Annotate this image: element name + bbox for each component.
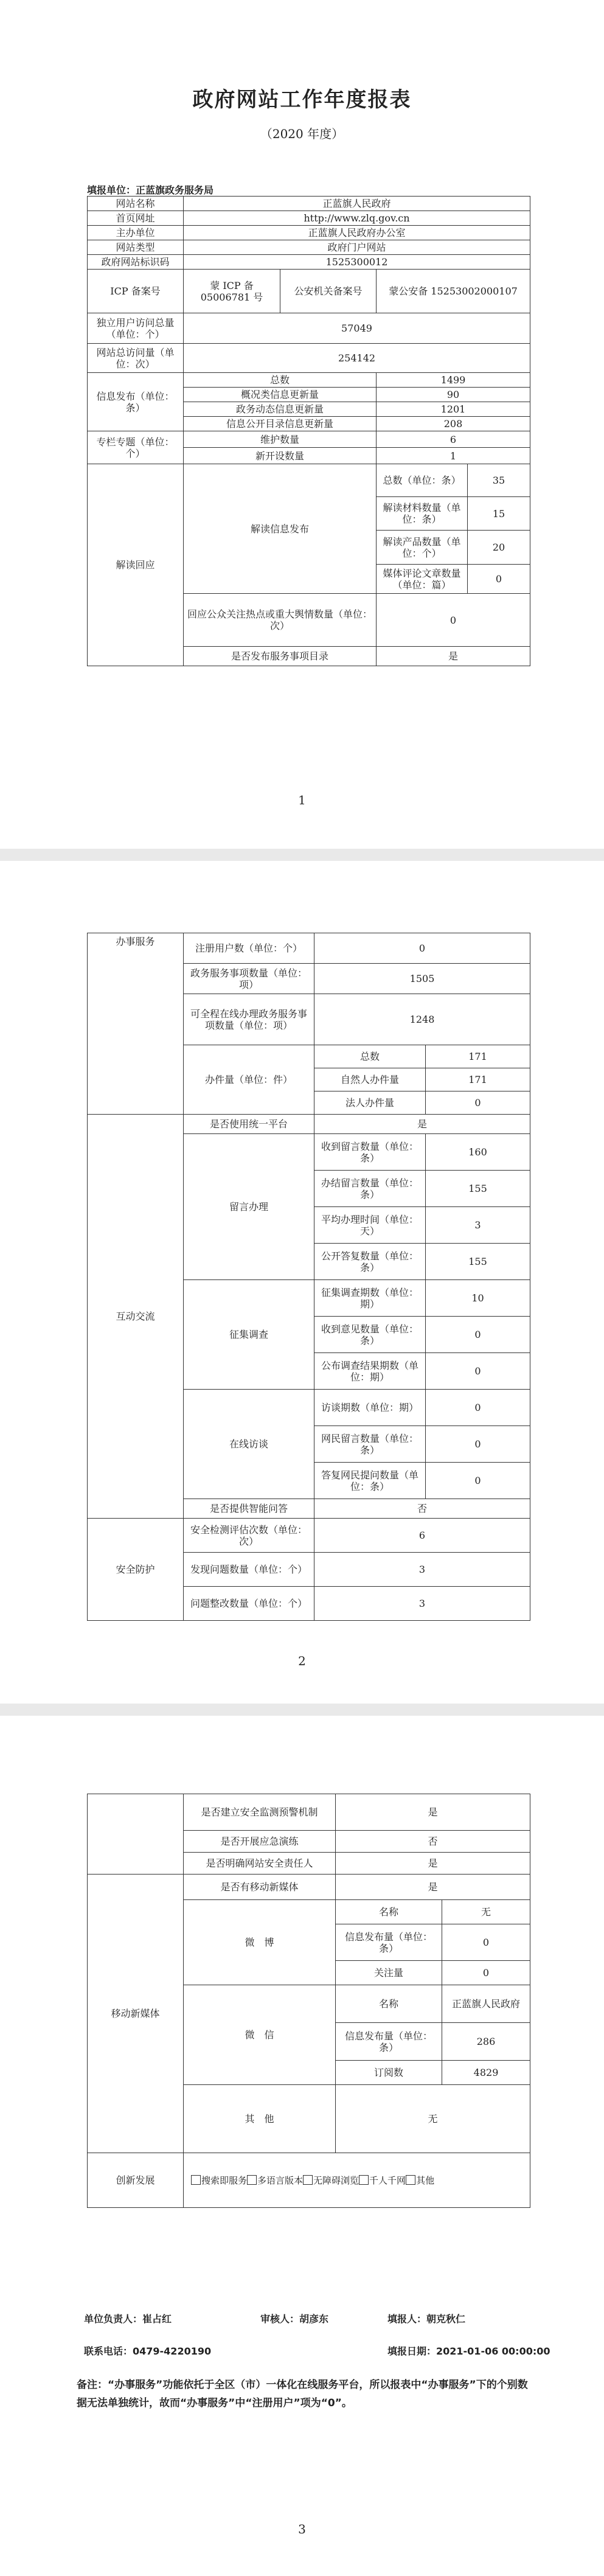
service-full-value: 1248: [314, 994, 530, 1045]
security-label: 安全防护: [88, 1519, 184, 1621]
handle-total-value: 171: [426, 1045, 530, 1068]
survey-results-value: 0: [426, 1353, 530, 1390]
homepage-value: http://www.zlq.gov.cn: [184, 211, 530, 226]
handle-legal-label: 法人办件量: [314, 1091, 426, 1115]
info-catalog-value: 208: [377, 417, 530, 431]
page-number-3: 3: [298, 2522, 306, 2536]
column-new-label: 新开设数量: [184, 448, 377, 464]
checkbox-icon[interactable]: [247, 2175, 257, 2185]
column-maintain-value: 6: [377, 431, 530, 448]
interpret-response-label: 回应公众关注热点或重大舆情数量（单位：次）: [184, 594, 377, 647]
interpret-response-value: 0: [377, 594, 530, 647]
site-name-label: 网站名称: [88, 197, 184, 211]
option-personalized[interactable]: 千人千网: [359, 2175, 406, 2186]
drill-label: 是否开展应急演练: [184, 1831, 336, 1853]
handle-legal-value: 0: [426, 1091, 530, 1115]
weibo-follow-value: 0: [442, 1961, 530, 1985]
survey-periods-value: 10: [426, 1280, 530, 1317]
checkbox-icon[interactable]: [303, 2175, 313, 2185]
homepage-label: 首页网址: [88, 211, 184, 226]
column-maintain-label: 维护数量: [184, 431, 377, 448]
contact-phone: 联系电话：0479-4220190: [84, 2345, 212, 2357]
smart-qa-value: 否: [314, 1499, 530, 1519]
interpret-total-label: 总数（单位：条）: [377, 464, 468, 497]
visits-label: 网站总访问量（单位：次）: [88, 344, 184, 373]
interpret-publish-label: 解读信息发布: [184, 464, 377, 594]
info-label: 信息发布（单位：条）: [88, 373, 184, 431]
mobile-has-value: 是: [336, 1875, 530, 1900]
weibo-posts-label: 信息发布量（单位：条）: [336, 1924, 442, 1961]
smart-qa-label: 是否提供智能问答: [184, 1499, 314, 1519]
report-table-part3: [87, 1794, 530, 2208]
mail-avg-label: 平均办理时间（单位：天）: [314, 1207, 426, 1244]
security-issues-label: 发现问题数量（单位：个）: [184, 1553, 314, 1587]
site-code-label: 政府网站标识码: [88, 255, 184, 270]
service-full-label: 可全程在线办理政务服务事项数量（单位：项）: [184, 994, 314, 1045]
mobile-label: 移动新媒体: [88, 1875, 184, 2153]
page-number-1: 1: [298, 793, 306, 807]
netizen-value: 0: [426, 1426, 530, 1463]
security-fixed-value: 3: [314, 1587, 530, 1621]
option-other[interactable]: 其他: [406, 2175, 434, 2186]
icp-value: 蒙 ICP 备 05006781 号: [184, 270, 280, 313]
report-table-part2: [87, 933, 530, 1621]
reviewer: 审核人：胡彦东: [260, 2313, 329, 2325]
column-new-value: 1: [377, 448, 530, 464]
person-value: 是: [336, 1853, 530, 1875]
weibo-name-label: 名称: [336, 1900, 442, 1924]
mail-done-value: 155: [426, 1171, 530, 1207]
wechat-name-value: 正蓝旗人民政府: [442, 1985, 530, 2023]
handle-total-label: 总数: [314, 1045, 426, 1068]
survey-opinions-label: 收到意见数量（单位：条）: [314, 1317, 426, 1353]
fill-date: 填报日期：2021-01-06 00:00:00: [387, 2345, 550, 2357]
sponsor-label: 主办单位: [88, 226, 184, 240]
unified-value: 是: [314, 1115, 530, 1134]
option-multilingual[interactable]: 多语言版本: [247, 2175, 303, 2186]
talk-periods-value: 0: [426, 1390, 530, 1426]
sponsor-value: 正蓝旗人民政府办公室: [184, 226, 530, 240]
site-name-value: 正蓝旗人民政府: [184, 197, 530, 211]
info-total-value: 1499: [377, 373, 530, 388]
mail-public-label: 公开答复数量（单位：条）: [314, 1244, 426, 1280]
interpret-media-value: 0: [468, 565, 530, 594]
service-items-label: 政务服务事项数量（单位：项）: [184, 964, 314, 994]
mail-public-value: 155: [426, 1244, 530, 1280]
unified-label: 是否使用统一平台: [184, 1115, 314, 1134]
info-news-value: 1201: [377, 402, 530, 417]
wechat-subs-value: 4829: [442, 2061, 530, 2085]
column-label: 专栏专题（单位：个）: [88, 431, 184, 464]
handle-natural-value: 171: [426, 1068, 530, 1091]
innovation-options: [184, 2153, 530, 2208]
site-type-value: 政府门户网站: [184, 240, 530, 255]
info-overview-label: 概况类信息更新量: [184, 388, 377, 402]
weibo-follow-label: 关注量: [336, 1961, 442, 1985]
wechat-subs-label: 订阅数: [336, 2061, 442, 2085]
security-checks-value: 6: [314, 1519, 530, 1553]
mail-done-label: 办结留言数量（单位：条）: [314, 1171, 426, 1207]
police-label: 公安机关备案号: [280, 270, 377, 313]
netizen-label: 网民留言数量（单位：条）: [314, 1426, 426, 1463]
answer-label: 答复网民提问数量（单位：条）: [314, 1463, 426, 1499]
security-issues-value: 3: [314, 1553, 530, 1587]
visitors-label: 独立用户访问总量（单位：个）: [88, 313, 184, 344]
police-value: 蒙公安备 15253002000107: [377, 270, 530, 313]
interpret-media-label: 媒体评论文章数量（单位：篇）: [377, 565, 468, 594]
survey-opinions-value: 0: [426, 1317, 530, 1353]
monitor-label: 是否建立安全监测预警机制: [184, 1794, 336, 1831]
filling-unit: 填报单位：正蓝旗政务服务局: [87, 184, 214, 196]
interpret-total-value: 35: [468, 464, 530, 497]
interpret-product-value: 20: [468, 531, 530, 565]
interpret-material-value: 15: [468, 497, 530, 531]
mail-label: 留言办理: [184, 1134, 314, 1280]
interaction-label: 互动交流: [88, 1115, 184, 1519]
mail-avg-value: 3: [426, 1207, 530, 1244]
security-fixed-label: 问题整改数量（单位：个）: [184, 1587, 314, 1621]
online-talk-label: 在线访谈: [184, 1390, 314, 1499]
registered-value: 0: [314, 933, 530, 964]
survey-label: 征集调查: [184, 1280, 314, 1390]
page-title: 政府网站工作年度报表: [192, 88, 412, 112]
talk-periods-label: 访谈期数（单位：期）: [314, 1390, 426, 1426]
page-number-2: 2: [298, 1654, 306, 1668]
report-table-part1: [87, 196, 530, 666]
answer-value: 0: [426, 1463, 530, 1499]
site-code-value: 1525300012: [184, 255, 530, 270]
security-continued: [88, 1794, 184, 1875]
survey-periods-label: 征集调查期数（单位：期）: [314, 1280, 426, 1317]
weibo-name-value: 无: [442, 1900, 530, 1924]
checkbox-icon[interactable]: [191, 2175, 201, 2185]
handle-natural-label: 自然人办件量: [314, 1068, 426, 1091]
service-catalog-value: 是: [377, 647, 530, 666]
security-checks-label: 安全检测评估次数（单位：次）: [184, 1519, 314, 1553]
mobile-has-label: 是否有移动新媒体: [184, 1875, 336, 1900]
interpret-product-label: 解读产品数量（单位：个）: [377, 531, 468, 565]
weibo-posts-value: 0: [442, 1924, 530, 1961]
wechat-label: 微 信: [184, 1985, 336, 2085]
monitor-value: 是: [336, 1794, 530, 1831]
mail-received-value: 160: [426, 1134, 530, 1171]
survey-results-label: 公布调查结果期数（单位：期）: [314, 1353, 426, 1390]
innovation-label: 创新发展: [88, 2153, 184, 2208]
visits-value: 254142: [184, 344, 530, 373]
site-type-label: 网站类型: [88, 240, 184, 255]
service-items-value: 1505: [314, 964, 530, 994]
wechat-posts-value: 286: [442, 2023, 530, 2061]
mail-received-label: 收到留言数量（单位：条）: [314, 1134, 426, 1171]
footnote: 备注：“办事服务”功能依托于全区（市）一体化在线服务平台，所以报表中“办事服务”下的个别数据无法单独统计，故而“办事服务”中“注册用户”项为“0”。: [77, 2379, 528, 2409]
info-news-label: 政务动态信息更新量: [184, 402, 377, 417]
drill-value: 否: [336, 1831, 530, 1853]
info-overview-value: 90: [377, 388, 530, 402]
option-search-service[interactable]: 搜索即服务: [191, 2175, 247, 2186]
report-year: （2020 年度）: [260, 127, 344, 141]
checkbox-icon[interactable]: [359, 2175, 369, 2185]
interpret-material-label: 解读材料数量（单位：条）: [377, 497, 468, 531]
option-accessibility[interactable]: 无障碍浏览: [303, 2175, 359, 2186]
handle-label: 办件量（单位：件）: [184, 1045, 314, 1115]
person-label: 是否明确网站安全责任人: [184, 1853, 336, 1875]
unit-head: 单位负责人：崔占红: [84, 2313, 172, 2325]
checkbox-icon[interactable]: [406, 2175, 415, 2185]
filled-by: 填报人：朝克秋仁: [387, 2313, 466, 2325]
other-media-value: 无: [336, 2085, 530, 2153]
wechat-posts-label: 信息发布量（单位：条）: [336, 2023, 442, 2061]
registered-label: 注册用户数（单位：个）: [184, 933, 314, 964]
weibo-label: 微 博: [184, 1900, 336, 1985]
other-media-label: 其 他: [184, 2085, 336, 2153]
page-1: [0, 0, 604, 849]
service-catalog-label: 是否发布服务事项目录: [184, 647, 377, 666]
visitors-value: 57049: [184, 313, 530, 344]
icp-label: ICP 备案号: [88, 270, 184, 313]
service-label: 办事服务: [88, 933, 184, 1115]
info-total-label: 总数: [184, 373, 377, 388]
interpret-label: 解读回应: [88, 464, 184, 666]
wechat-name-label: 名称: [336, 1985, 442, 2023]
info-catalog-label: 信息公开目录信息更新量: [184, 417, 377, 431]
